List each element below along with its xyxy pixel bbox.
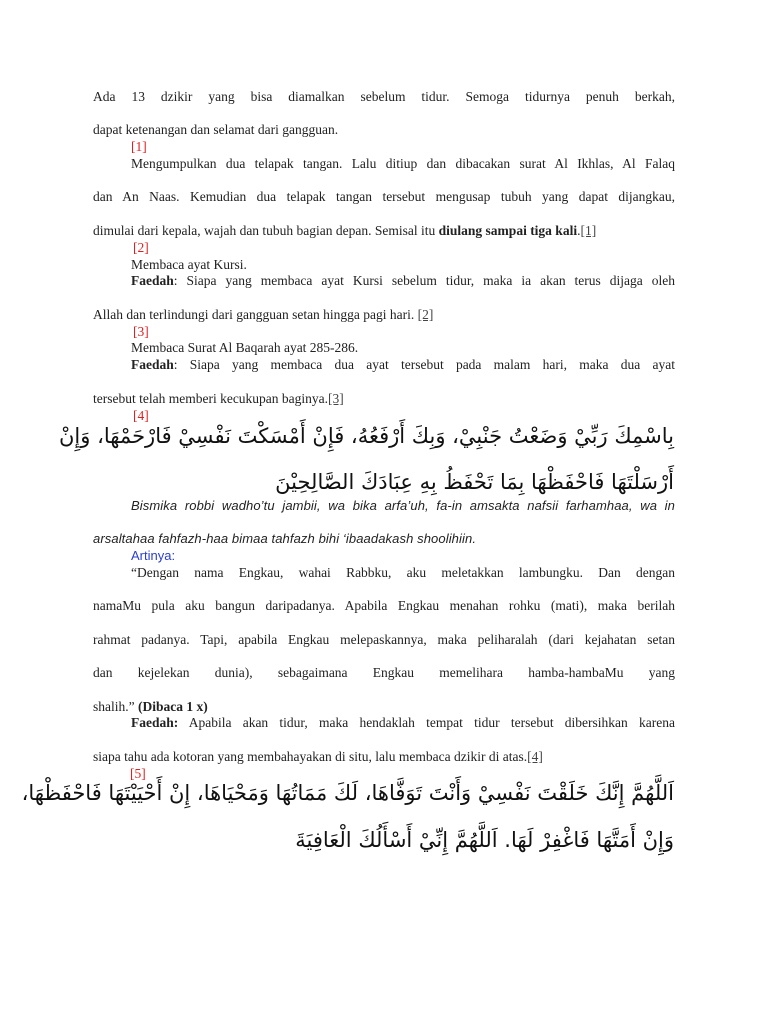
section-1-line-3 <box>93 222 596 240</box>
section-2-line-2-text: Allah dan terlindungi dari gangguan setan hingga pagi hari. <box>93 307 418 322</box>
read-count: (Dibaca 1 x) <box>138 699 208 714</box>
meaning-line-2: namaMu pula aku bangun daripadanya. Apabila Engkau menahan rohku (mati), maka berilah <box>93 598 675 613</box>
section-2-faedah-text: : Siapa yang membaca ayat Kursi sebelum tidur, maka ia akan terus dijaga oleh <box>173 273 675 288</box>
section-4-faedah-line-1 <box>131 714 675 732</box>
section-4-faedah-text: Apabila akan tidur, maka hendaklah tempat tidur tersebut dibersihkan karena <box>178 715 675 730</box>
section-3-line-1 <box>131 356 675 374</box>
section-1-line-3-text: dimulai dari kepala, wajah dan tubuh bagian depan. Semisal itu <box>93 223 439 238</box>
footnote-link-2[interactable]: [2] <box>417 307 434 322</box>
section-4-faedah-line-2-text: siapa tahu ada kotoran yang membahayakan di situ, lalu membaca dzikir di atas. <box>93 749 528 764</box>
section-2-line-1 <box>131 272 675 290</box>
footnote-link-3[interactable]: [3] <box>328 391 344 406</box>
meaning-line-3: rahmat padanya. Tapi, apabila Engkau melepaskannya, maka peliharalah (dari kejahatan setan <box>93 632 675 647</box>
arabic-dua-4-line-2: أَرْسَلْتَهَا فَاحْفَظْهَا بِمَا تَحْفَظُ بِهِ عِبَادَكَ الصَّالِحِيْنَ <box>275 470 674 494</box>
section-2-title: Membaca ayat Kursi. <box>131 257 247 272</box>
faedah-label-2: Faedah <box>131 273 174 288</box>
section-3-faedah-text: : Siapa yang membaca dua ayat tersebut pada malam hari, maka dua ayat <box>173 357 675 372</box>
faedah-label-4: Faedah: <box>131 715 179 730</box>
section-3-line-2-text: tersebut telah memberi kecukupan baginya. <box>93 391 329 406</box>
intro-line-2: dapat ketenangan dan selamat dari gangguan. <box>93 122 339 137</box>
meaning-line-1: “Dengan nama Engkau, wahai Rabbku, aku meletakkan lambungku. Dan dengan <box>131 565 675 580</box>
meaning-line-5-text: shalih.” <box>93 699 138 714</box>
footnote-link-1[interactable]: [1] <box>580 223 597 238</box>
section-3-title: Membaca Surat Al Baqarah ayat 285-286. <box>131 340 359 355</box>
faedah-label-3: Faedah <box>131 357 174 372</box>
section-2-line-2 <box>93 306 433 324</box>
section-1-line-1: Mengumpulkan dua telapak tangan. Lalu ditiup dan dibacakan surat Al Ikhlas, Al Falaq <box>131 156 675 171</box>
meaning-line-4: dan kejelekan dunia), sebagaimana Engkau memelihara hamba-hambaMu yang <box>93 665 675 680</box>
ref-marker-5[interactable]: [5] <box>130 766 146 781</box>
arabic-dua-5-line-2: وَإِنْ أَمَتَّهَا فَاغْفِرْ لَهَا. اَللَّهُمَّ إِنِّيْ أَسْأَلُكَ الْعَافِيَةَ <box>295 828 674 852</box>
intro-line-1: Ada 13 dzikir yang bisa diamalkan sebelum tidur. Semoga tidurnya penuh berkah, <box>93 89 675 104</box>
ref-marker-2[interactable]: [2] <box>133 240 149 255</box>
footnote-link-4[interactable]: [4] <box>527 749 543 764</box>
section-1-line-2: dan An Naas. Kemudian dua telapak tangan tersebut mengusap tubuh yang dapat dijangkau, <box>93 189 675 204</box>
arabic-dua-5-line-1: اَللَّهُمَّ إِنَّكَ خَلَقْتَ نَفْسِيْ وَأَنْتَ تَوَفَّاهَا، لَكَ مَمَاتُهَا وَمَحْيَاهَا، إِنْ أَحْيَيْتَهَا فَاحْفَظْهَا، <box>21 781 674 805</box>
arabic-dua-4-line-1: بِاسْمِكَ رَبِّيْ وَضَعْتُ جَنْبِيْ، وَبِكَ أَرْفَعُهُ، فَإِنْ أَمْسَكْتَ نَفْسِيْ فَارْحَمْهَا، وَإِنْ <box>59 424 674 448</box>
emphasis-repeat-three: diulang sampai tiga kali <box>438 223 578 238</box>
ref-marker-1[interactable]: [1] <box>131 139 147 154</box>
artinya-label: Artinya: <box>131 548 176 563</box>
transliteration-line-2: arsaltahaa fahfazh-haa bimaa tahfazh bihi ‘ibaadakash shoolihiin. <box>93 531 477 546</box>
period: . <box>577 223 581 238</box>
ref-marker-3[interactable]: [3] <box>133 324 149 339</box>
ref-marker-4[interactable]: [4] <box>133 408 149 423</box>
section-3-line-2 <box>93 390 344 408</box>
section-4-faedah-line-2 <box>93 748 543 766</box>
transliteration-line-1: Bismika robbi wadho’tu jambii, wa bika arfa’uh, fa-in amsakta nafsii farhamhaa, wa in <box>131 498 675 513</box>
